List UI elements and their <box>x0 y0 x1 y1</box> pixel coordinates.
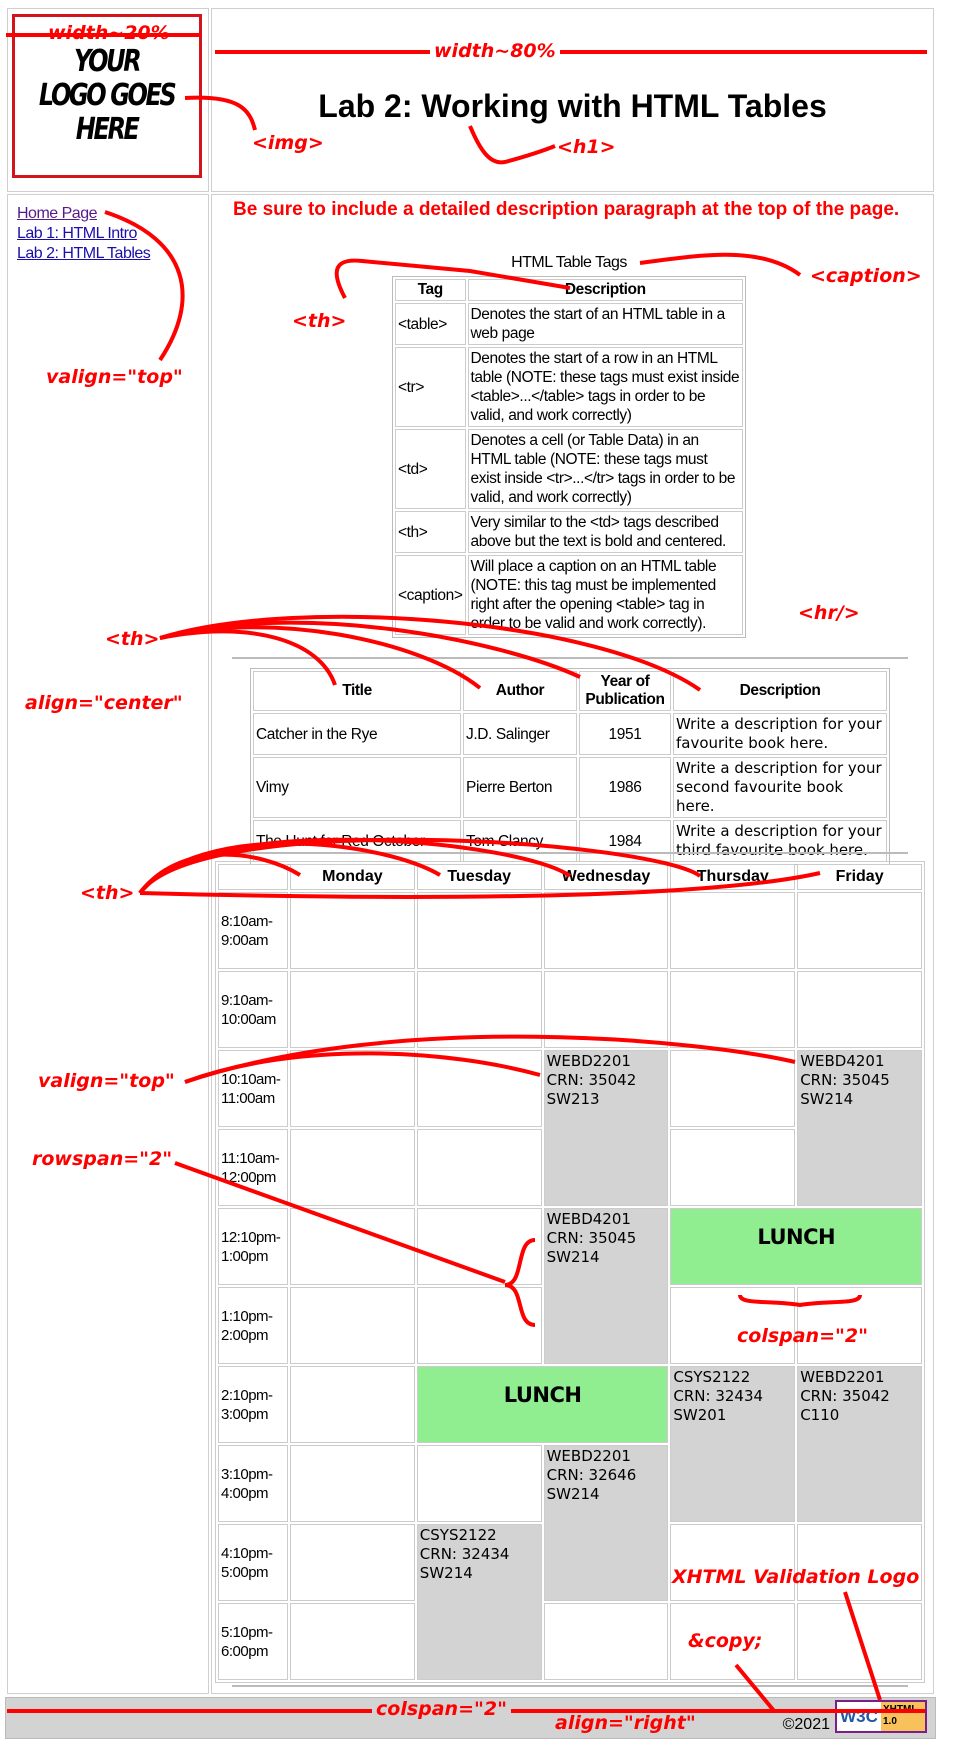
empty-cell <box>417 1050 542 1127</box>
time-slot: 12:10pm-1:00pm <box>218 1208 288 1285</box>
annotation-label: align="right" <box>555 1712 696 1734</box>
empty-cell <box>670 1129 795 1206</box>
cell: Write a description for your third favourite book here. <box>673 820 887 862</box>
table-row <box>253 713 887 755</box>
th-title: Title <box>253 671 461 711</box>
annotation-label: &copy; <box>688 1630 763 1652</box>
logo-text: LOGO GOES <box>39 78 175 113</box>
cell: <caption> <box>395 555 466 635</box>
divider <box>232 1685 908 1687</box>
lunch-cell: LUNCH <box>417 1366 669 1443</box>
cell: Vimy <box>253 757 461 818</box>
cell: <th> <box>395 511 466 553</box>
page-title: Lab 2: Working with HTML Tables <box>318 88 827 124</box>
nav-link-lab1[interactable]: Lab 1: HTML Intro <box>17 225 137 242</box>
nav-link-home[interactable]: Home Page <box>17 205 97 222</box>
empty-cell <box>797 892 922 969</box>
time-slot: 3:10pm-4:00pm <box>218 1445 288 1522</box>
table-header-row <box>218 864 922 890</box>
empty-cell <box>544 1603 669 1680</box>
cell: Pierre Berton <box>463 757 577 818</box>
empty-cell <box>544 892 669 969</box>
cell: 1986 <box>579 757 671 818</box>
table-row <box>395 347 743 427</box>
table-row <box>218 971 922 1048</box>
th-description: Description <box>468 279 744 301</box>
annotation-label: align="center" <box>25 692 183 714</box>
time-slot: 10:10am-11:00am <box>218 1050 288 1127</box>
th-day-wednesday: Wednesday <box>544 864 669 890</box>
empty-cell <box>417 1445 542 1522</box>
table-header-row <box>395 279 743 301</box>
annotation-label: <hr/> <box>798 602 860 624</box>
time-slot: 2:10pm-3:00pm <box>218 1366 288 1443</box>
annotation-label: <th> <box>105 628 160 650</box>
empty-cell <box>290 1287 415 1364</box>
copyright: ©2021 <box>782 1716 830 1733</box>
divider <box>232 852 908 854</box>
cell: Denotes the start of a row in an HTML table (NOTE: these tags must exist inside <table>...</table> tags in order to be valid, and work correctly) <box>468 347 744 427</box>
th-year: Year of Publication <box>579 671 671 711</box>
table-row <box>253 757 887 818</box>
logo-text: YOUR <box>74 44 140 79</box>
time-slot: 5:10pm-6:00pm <box>218 1603 288 1680</box>
th-tag: Tag <box>395 279 466 301</box>
empty-cell <box>544 971 669 1048</box>
annotation-label: <caption> <box>810 265 922 287</box>
cell: 1951 <box>579 713 671 755</box>
schedule-table <box>215 861 925 1683</box>
annotation-label: rowspan="2" <box>32 1148 173 1170</box>
course-cell: WEBD2201 CRN: 32646 SW214 <box>544 1445 669 1601</box>
time-slot: 11:10am-12:00pm <box>218 1129 288 1206</box>
course-cell: CSYS2122 CRN: 32434 SW201 <box>670 1366 795 1522</box>
th-day-monday: Monday <box>290 864 415 890</box>
cell: Very similar to the <td> tags described above but the text is bold and centered. <box>468 511 744 553</box>
course-cell: CSYS2122 CRN: 32434 SW214 <box>417 1524 542 1680</box>
table-row <box>218 892 922 969</box>
intro-paragraph: Be sure to include a detailed description paragraph at the top of the page. <box>233 199 900 220</box>
empty-cell <box>290 1129 415 1206</box>
table-row <box>395 511 743 553</box>
w3c-logo-icon: W3C <box>840 1706 878 1726</box>
table-row <box>218 1208 922 1285</box>
table-row <box>218 1366 922 1443</box>
xhtml-validation-badge[interactable] <box>835 1700 927 1733</box>
table-row <box>218 1050 922 1127</box>
empty-cell <box>290 1208 415 1285</box>
empty-cell <box>417 1129 542 1206</box>
empty-cell <box>417 971 542 1048</box>
cell: <td> <box>395 429 466 509</box>
course-cell: WEBD2201 CRN: 35042 C110 <box>797 1366 922 1522</box>
empty-cell <box>670 1524 795 1601</box>
divider <box>232 657 908 659</box>
tags-table-caption: HTML Table Tags <box>511 254 627 271</box>
cell: Write a description for your favourite book here. <box>673 713 887 755</box>
cell: Denotes a cell (or Table Data) in an HTML table (NOTE: these tags must exist inside <tr>...</tr> tags in order to be valid, and work correctly) <box>468 429 744 509</box>
cell: Tom Clancy <box>463 820 577 862</box>
empty-cell <box>290 1603 415 1680</box>
annotation-label: width~80% <box>430 40 560 62</box>
annotation-label: width~20% <box>48 22 170 44</box>
nav-link-lab2[interactable]: Lab 2: HTML Tables <box>17 245 151 262</box>
annotation-label: <th> <box>292 310 347 332</box>
badge-text: 1.0 <box>883 1716 897 1727</box>
annotation-label: <img> <box>252 132 324 154</box>
th-day-friday: Friday <box>797 864 922 890</box>
th-author: Author <box>463 671 577 711</box>
time-slot: 8:10am-9:00am <box>218 892 288 969</box>
tags-table <box>392 276 746 638</box>
th-description: Description <box>673 671 887 711</box>
time-slot: 4:10pm-5:00pm <box>218 1524 288 1601</box>
annotation-label: <h1> <box>557 136 616 158</box>
empty-cell <box>670 1050 795 1127</box>
cell: The Hunt for Red October <box>253 820 461 862</box>
cell: Catcher in the Rye <box>253 713 461 755</box>
empty-cell <box>417 1287 542 1364</box>
table-row <box>395 429 743 509</box>
empty-cell <box>290 892 415 969</box>
cell: Write a description for your second favourite book here. <box>673 757 887 818</box>
cell: Will place a caption on an HTML table (NOTE: this tag must be implemented right after the opening <table> tag in order to be valid and work correctly). <box>468 555 744 635</box>
empty-cell <box>290 1050 415 1127</box>
cell: <tr> <box>395 347 466 427</box>
table-row <box>253 820 887 862</box>
empty-cell <box>670 892 795 969</box>
logo-text: HERE <box>76 112 138 147</box>
annotation-label: colspan="2" <box>737 1325 869 1347</box>
empty-cell <box>417 1208 542 1285</box>
annotation-label: valign="top" <box>38 1070 175 1092</box>
time-slot: 1:10pm-2:00pm <box>218 1287 288 1364</box>
table-header-row <box>253 671 887 711</box>
empty-cell <box>290 1445 415 1522</box>
nav-menu <box>17 204 150 264</box>
annotation-label: colspan="2" <box>372 1698 511 1720</box>
empty-cell <box>290 1366 415 1443</box>
empty-cell <box>797 1524 922 1601</box>
empty-cell <box>670 971 795 1048</box>
badge-text: XHTML <box>883 1704 918 1715</box>
th-day-tuesday: Tuesday <box>417 864 542 890</box>
empty-cell <box>417 892 542 969</box>
annotation-label: XHTML Validation Logo <box>672 1566 920 1588</box>
books-table <box>250 668 890 865</box>
lunch-cell: LUNCH <box>670 1208 922 1285</box>
table-row <box>218 1603 922 1680</box>
th-empty <box>218 864 288 890</box>
time-slot: 9:10am-10:00am <box>218 971 288 1048</box>
course-cell: WEBD2201 CRN: 35042 SW213 <box>544 1050 669 1206</box>
cell: <table> <box>395 303 466 345</box>
cell: J.D. Salinger <box>463 713 577 755</box>
course-cell: WEBD4201 CRN: 35045 SW214 <box>544 1208 669 1364</box>
empty-cell <box>290 971 415 1048</box>
annotation-label: valign="top" <box>46 366 183 388</box>
table-row <box>395 555 743 635</box>
empty-cell <box>290 1524 415 1601</box>
empty-cell <box>797 1603 922 1680</box>
th-day-thursday: Thursday <box>670 864 795 890</box>
cell: 1984 <box>579 820 671 862</box>
nav-cell <box>7 194 209 1694</box>
annotation-label: <th> <box>80 882 135 904</box>
cell: Denotes the start of an HTML table in a web page <box>468 303 744 345</box>
course-cell: WEBD4201 CRN: 35045 SW214 <box>797 1050 922 1206</box>
table-row <box>395 303 743 345</box>
empty-cell <box>797 971 922 1048</box>
